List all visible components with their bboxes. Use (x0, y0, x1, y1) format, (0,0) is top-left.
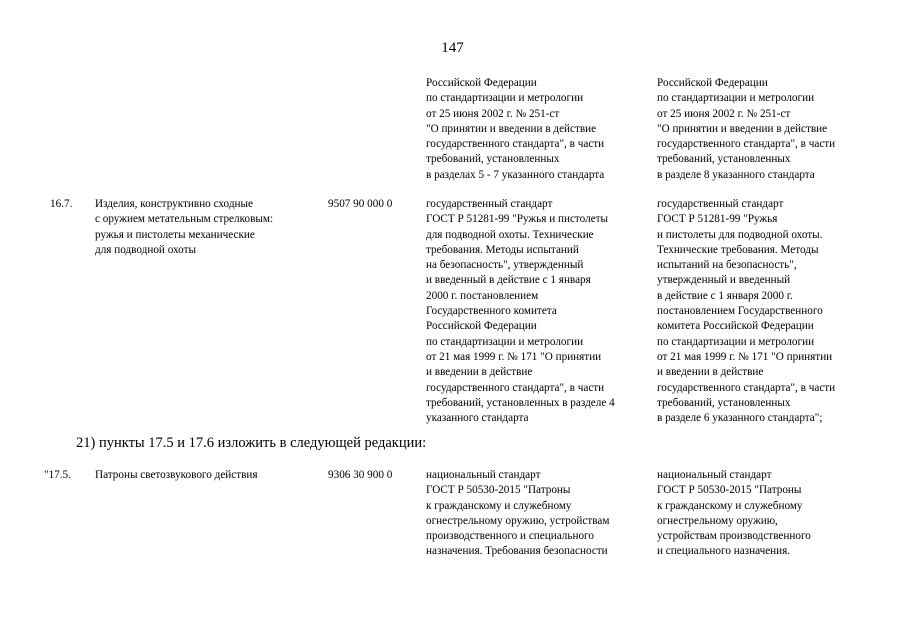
row-number: 16.7. (50, 198, 73, 210)
row-product-name: Патроны светозвукового действия (95, 469, 258, 481)
row-standard-col4: государственный стандарт ГОСТ Р 51281-99 "Ружья и пистолеты для подводной охоты. Технические требования. Методы испытаний на безопасность", утвержденный и введенный в действие с 1 января 2000 г. постановлением Государственного комитета Российской Федерации по стандартизации и метрологии от 21 мая 1999 г. № 171 "О принятии и введении в действие государственного стандарта", в части требований, установленных в разделе 4 указанного стандарта (426, 198, 615, 425)
row-number: "17.5. (44, 469, 71, 481)
header-continuation-col4: Российской Федерации по стандартизации и метрологии от 25 июня 2002 г. № 251-ст "О принятии и введении в действие государственного стандарта", в части требований, установленных в разделах 5 - 7 указанного стандарта (426, 77, 605, 181)
row-standard-col4: национальный стандарт ГОСТ Р 50530-2015 "Патроны к гражданскому и служебному огнестрельному оружию, устройствам производственного и специального назначения. Требования безопасности (426, 469, 610, 558)
row-tn-ved-code: 9507 90 000 0 (328, 198, 393, 210)
row-standard-col5: национальный стандарт ГОСТ Р 50530-2015 "Патроны к гражданскому и служебному огнестрельному оружию, устройствам производственного и специального назначения. (657, 469, 811, 558)
row-product-name: Изделия, конструктивно сходные с оружием метательным стрелковым: ружья и пистолеты механические для подводной охоты (95, 198, 274, 256)
header-continuation-col5: Российской Федерации по стандартизации и метрологии от 25 июня 2002 г. № 251-ст "О принятии и введении в действие государственного стандарта", в части требований, установленных в разделе 8 указанного стандарта (657, 77, 836, 181)
row-standard-col5: государственный стандарт ГОСТ Р 51281-99 "Ружья и пистолеты для подводной охоты. Технические требования. Методы испытаний на безопасность", утвержденный и введенный в действие с 1 января 2000 г. постановлением Государственного комитета Российской Федерации по стандартизации и метрологии от 21 мая 1999 г. № 171 "О принятии и введении в действие государственного стандарта", в части требований, установленных в разделе 6 указанного стандарта"; (657, 198, 836, 425)
row-tn-ved-code: 9306 30 900 0 (328, 469, 393, 481)
page-number: 147 (441, 40, 464, 56)
amendment-instruction: 21) пункты 17.5 и 17.6 изложить в следующей редакции: (76, 435, 427, 451)
